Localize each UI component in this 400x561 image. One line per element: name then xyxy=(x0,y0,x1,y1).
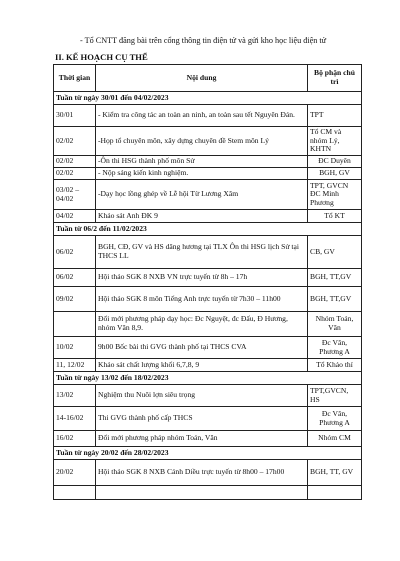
row-dept: TPT xyxy=(308,105,362,127)
table-row xyxy=(54,407,362,431)
table-row xyxy=(54,156,362,168)
week-label: Tuần từ ngày 13/02 đến 18/02/2023 xyxy=(54,372,362,385)
row-dept: Đc Vân, Phương A xyxy=(308,337,362,359)
table-row xyxy=(54,312,362,337)
row-date: 16/02 xyxy=(54,431,96,447)
table-row xyxy=(54,337,362,359)
header-time: Thời gian xyxy=(54,65,96,92)
row-content: Thi GVG thành phố cấp THCS xyxy=(96,407,308,431)
row-content: Nghiệm thu Nuôi lợn siêu trọng xyxy=(96,385,308,407)
week-row xyxy=(54,223,362,236)
row-date xyxy=(54,312,96,337)
row-date: 04/02 xyxy=(54,210,96,223)
plan-table-body xyxy=(54,92,362,500)
week-row xyxy=(54,447,362,460)
row-content: - Kiểm tra công tác an toàn an ninh, an toàn sau tết Nguyên Đán. xyxy=(96,105,308,127)
table-row xyxy=(54,359,362,372)
row-dept: ĐC Duyên xyxy=(308,156,362,168)
row-content: Đổi mới phương pháp nhóm Toán, Văn xyxy=(96,431,308,447)
row-dept: CB, GV xyxy=(308,236,362,269)
table-row xyxy=(54,486,362,500)
table-row xyxy=(54,210,362,223)
week-label: Tuần từ ngày 30/01 đến 04/02/2023 xyxy=(54,92,362,105)
row-content: Đổi mới phương pháp dạy học: Đc Nguyệt, đc Đấu, Đ Hương, nhóm Văn 8,9. xyxy=(96,312,308,337)
row-dept: Tổ Khảo thí xyxy=(308,359,362,372)
row-date: 02/02 xyxy=(54,156,96,168)
row-date: 02/02 xyxy=(54,127,96,156)
row-content: Khảo sát chất lượng khối 6,7,8, 9 xyxy=(96,359,308,372)
table-header-row xyxy=(54,65,362,92)
row-content: Hội thảo SGK 8 NXB VN trực tuyến từ 8h – 17h xyxy=(96,269,308,287)
row-dept: Tổ KT xyxy=(308,210,362,223)
table-row xyxy=(54,127,362,156)
row-date: 10/02 xyxy=(54,337,96,359)
row-content: -Ôn thi HSG thành phố môn Sử xyxy=(96,156,308,168)
row-date: 13/02 xyxy=(54,385,96,407)
row-dept: BGH, TT,GV xyxy=(308,287,362,312)
intro-line: - Tổ CNTT đăng bài trên cổng thông tin điện tử và gửi kho học liệu điện tử xyxy=(80,36,327,45)
table-row xyxy=(54,460,362,486)
row-date: 09/02 xyxy=(54,287,96,312)
row-content: -Họp tổ chuyên môn, xây dựng chuyên đề Stem môn Lý xyxy=(96,127,308,156)
row-date: 20/02 xyxy=(54,460,96,486)
row-dept: Nhóm Toán, Văn xyxy=(308,312,362,337)
row-content: Khảo sát Anh ĐK 9 xyxy=(96,210,308,223)
row-date: 06/02 xyxy=(54,269,96,287)
row-content: Hội thảo SGK 8 NXB Cánh Diều trực tuyến từ 8h00 – 17h00 xyxy=(96,460,308,486)
table-row xyxy=(54,180,362,210)
row-dept: Nhóm CM xyxy=(308,431,362,447)
table-row xyxy=(54,105,362,127)
row-dept: BGH, TT, GV xyxy=(308,460,362,486)
row-date: 11, 12/02 xyxy=(54,359,96,372)
row-dept: Tổ CM và nhóm Lý, KHTN xyxy=(308,127,362,156)
header-content: Nội dung xyxy=(96,65,308,92)
row-dept: Đc Vân, Phương A xyxy=(308,407,362,431)
week-row xyxy=(54,372,362,385)
row-content: -Dạy học lồng ghép về Lễ hội Từ Lương Xâm xyxy=(96,180,308,210)
row-date: 06/02 xyxy=(54,236,96,269)
row-content: BGH, CĐ, GV và HS dâng hương tại TLX Ôn thi HSG lịch Sử tại THCS LL xyxy=(96,236,308,269)
row-content: - Nộp sáng kiến kinh nghiệm. xyxy=(96,168,308,180)
table-row xyxy=(54,385,362,407)
row-date xyxy=(54,486,96,500)
row-dept: TPT,GVCN, HS xyxy=(308,385,362,407)
row-date: 03/02 – 04/02 xyxy=(54,180,96,210)
header-dept: Bộ phận chủ trì xyxy=(308,65,362,92)
row-content: 9h00 Bốc bài thi GVG thành phố tại THCS CVA xyxy=(96,337,308,359)
row-date: 02/02 xyxy=(54,168,96,180)
row-dept xyxy=(308,486,362,500)
week-row xyxy=(54,92,362,105)
row-dept: BGH, GV xyxy=(308,168,362,180)
plan-table xyxy=(53,64,362,500)
table-row xyxy=(54,168,362,180)
row-date: 14-16/02 xyxy=(54,407,96,431)
week-label: Tuần từ 06/2 đến 11/02/2023 xyxy=(54,223,362,236)
table-row xyxy=(54,236,362,269)
row-date: 30/01 xyxy=(54,105,96,127)
row-dept: TPT, GVCN ĐC Minh Phương xyxy=(308,180,362,210)
table-row xyxy=(54,431,362,447)
week-label: Tuần từ ngày 20/02 đến 28/02/2023 xyxy=(54,447,362,460)
table-row xyxy=(54,287,362,312)
row-content: Hội thảo SGK 8 môn Tiếng Anh trực tuyến từ 7h30 – 11h00 xyxy=(96,287,308,312)
row-content xyxy=(96,486,308,500)
table-row xyxy=(54,269,362,287)
section-heading: II. KẾ HOẠCH CỤ THỂ xyxy=(55,52,148,62)
row-dept: BGH, TT,GV xyxy=(308,269,362,287)
